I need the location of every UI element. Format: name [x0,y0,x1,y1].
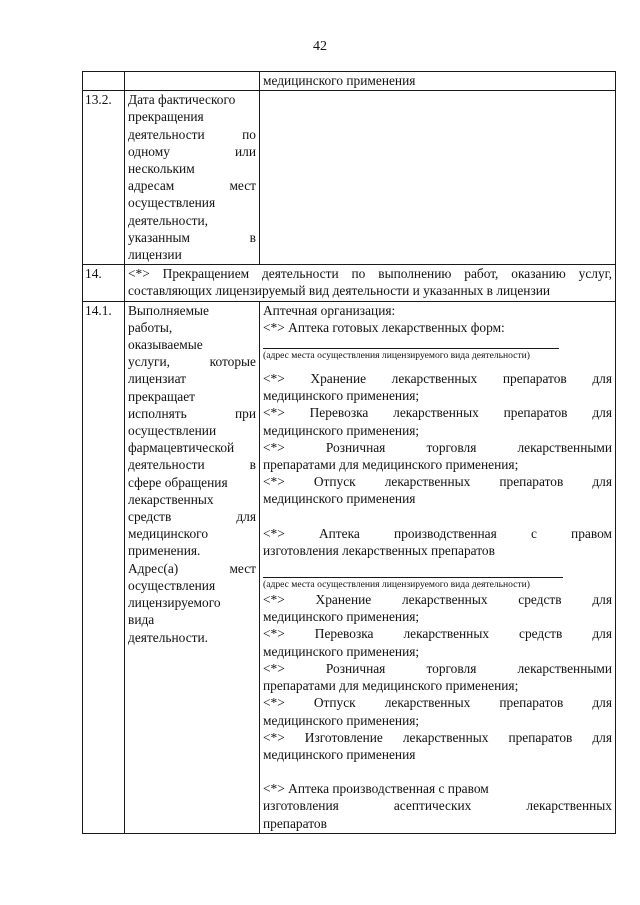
page-number: 42 [313,39,327,54]
pharmacy-type-title: изготовления асептических лекарственных [263,798,612,814]
label-line: лицензии [128,247,182,263]
label-line: одному или [128,143,256,159]
row-number-cell [83,72,125,91]
label-line: деятельности по [128,126,256,142]
table-row-14-1 [83,301,616,833]
label-line: медицинского [128,526,209,542]
label-line: Дата фактического [128,92,236,108]
row-number-cell: 13.2. [83,91,125,265]
row-merged-content-cell [125,265,616,301]
row-number-cell: 14. [83,265,125,301]
label-line: осуществления [128,195,216,211]
license-form-table [82,71,616,834]
activity-line: медицинского применения; [263,609,420,625]
table-row-13-2 [83,91,616,265]
label-line: деятельности в [128,457,256,473]
row-content-cell: медицинского применения [260,72,616,91]
row-content-cell [260,91,616,265]
label-line: применения. [128,543,201,559]
pharmacy-type-title: <*> Аптека готовых лекарственных форм: [263,319,505,335]
row-label-cell [125,301,260,833]
activity-line: <*> Розничная торговля лекарственными [263,660,612,676]
activity-line: медицинского применения [263,491,416,507]
label-line: нескольким [128,161,195,177]
activity-line: <*> Отпуск лекарственных препаратов для [263,695,612,711]
label-line: прекращения [128,109,204,125]
label-line: осуществлении [128,423,217,439]
address-caption: (адрес места осуществления лицензируемого вида деятельности) [263,577,563,591]
pharmacy-type-title: <*> Аптека производственная с правом [263,781,489,797]
label-line: фармацевтической [128,440,235,456]
pharmacy-type-title: препаратов [263,815,327,831]
pharmacy-type-title: <*> Аптека производственная с правом [263,525,612,541]
label-line: работы, [128,319,173,335]
row-label-cell [125,72,260,91]
address-caption: (адрес места осуществления лицензируемого вида деятельности) [263,348,559,362]
activity-line: медицинского применения; [263,422,420,438]
activity-line: медицинского применения [263,746,416,762]
table-row-continuation [83,72,616,91]
label-line: вида [128,612,155,628]
label-line: деятельности, [128,212,209,228]
section-text-line: составляющих лицензируемый вид деятельности и указанных в лицензии [128,283,551,299]
label-line: лицензиат [128,371,187,387]
activity-line: <*> Хранение лекарственных средств для [263,592,612,608]
label-line: осуществления [128,577,216,593]
table-row-14 [83,265,616,301]
label-line: указанным в [128,229,256,245]
label-line: лекарственных [128,491,214,507]
section-text-line: <*> Прекращением деятельности по выполнению работ, оказанию услуг, [128,266,612,282]
activity-line: <*> Изготовление лекарственных препаратов для [263,729,612,745]
activity-line: <*> Перевозка лекарственных средств для [263,626,612,642]
activity-line: медицинского применения; [263,643,420,659]
label-line: средств для [128,509,256,525]
row-label-cell [125,91,260,265]
activity-line: <*> Хранение лекарственных препаратов для [263,371,612,387]
activity-line: <*> Отпуск лекарственных препаратов для [263,474,612,490]
label-line: прекращает [128,388,195,404]
label-line: оказываемые [128,337,203,353]
row-number-cell: 14.1. [83,301,125,833]
activity-line: <*> Перевозка лекарственных препаратов для [263,405,612,421]
label-line: Выполняемые [128,302,209,318]
label-line: сфере обращения [128,474,228,490]
activity-line: медицинского применения; [263,388,420,404]
row-content-cell [260,301,616,833]
activity-line: <*> Розничная торговля лекарственными [263,439,612,455]
label-line: лицензируемого [128,595,221,611]
activity-line: препаратами для медицинского применения; [263,457,519,473]
label-line: Адрес(а) мест [128,560,256,576]
org-title: Аптечная организация: [263,302,396,318]
activity-line: препаратами для медицинского применения; [263,678,519,694]
label-line: деятельности. [128,629,209,645]
label-line: адресам мест [128,178,256,194]
label-line: исполнять при [128,405,256,421]
activity-line: медицинского применения; [263,712,420,728]
label-line: услуги, которые [128,354,256,370]
pharmacy-type-title: изготовления лекарственных препаратов [263,542,495,558]
